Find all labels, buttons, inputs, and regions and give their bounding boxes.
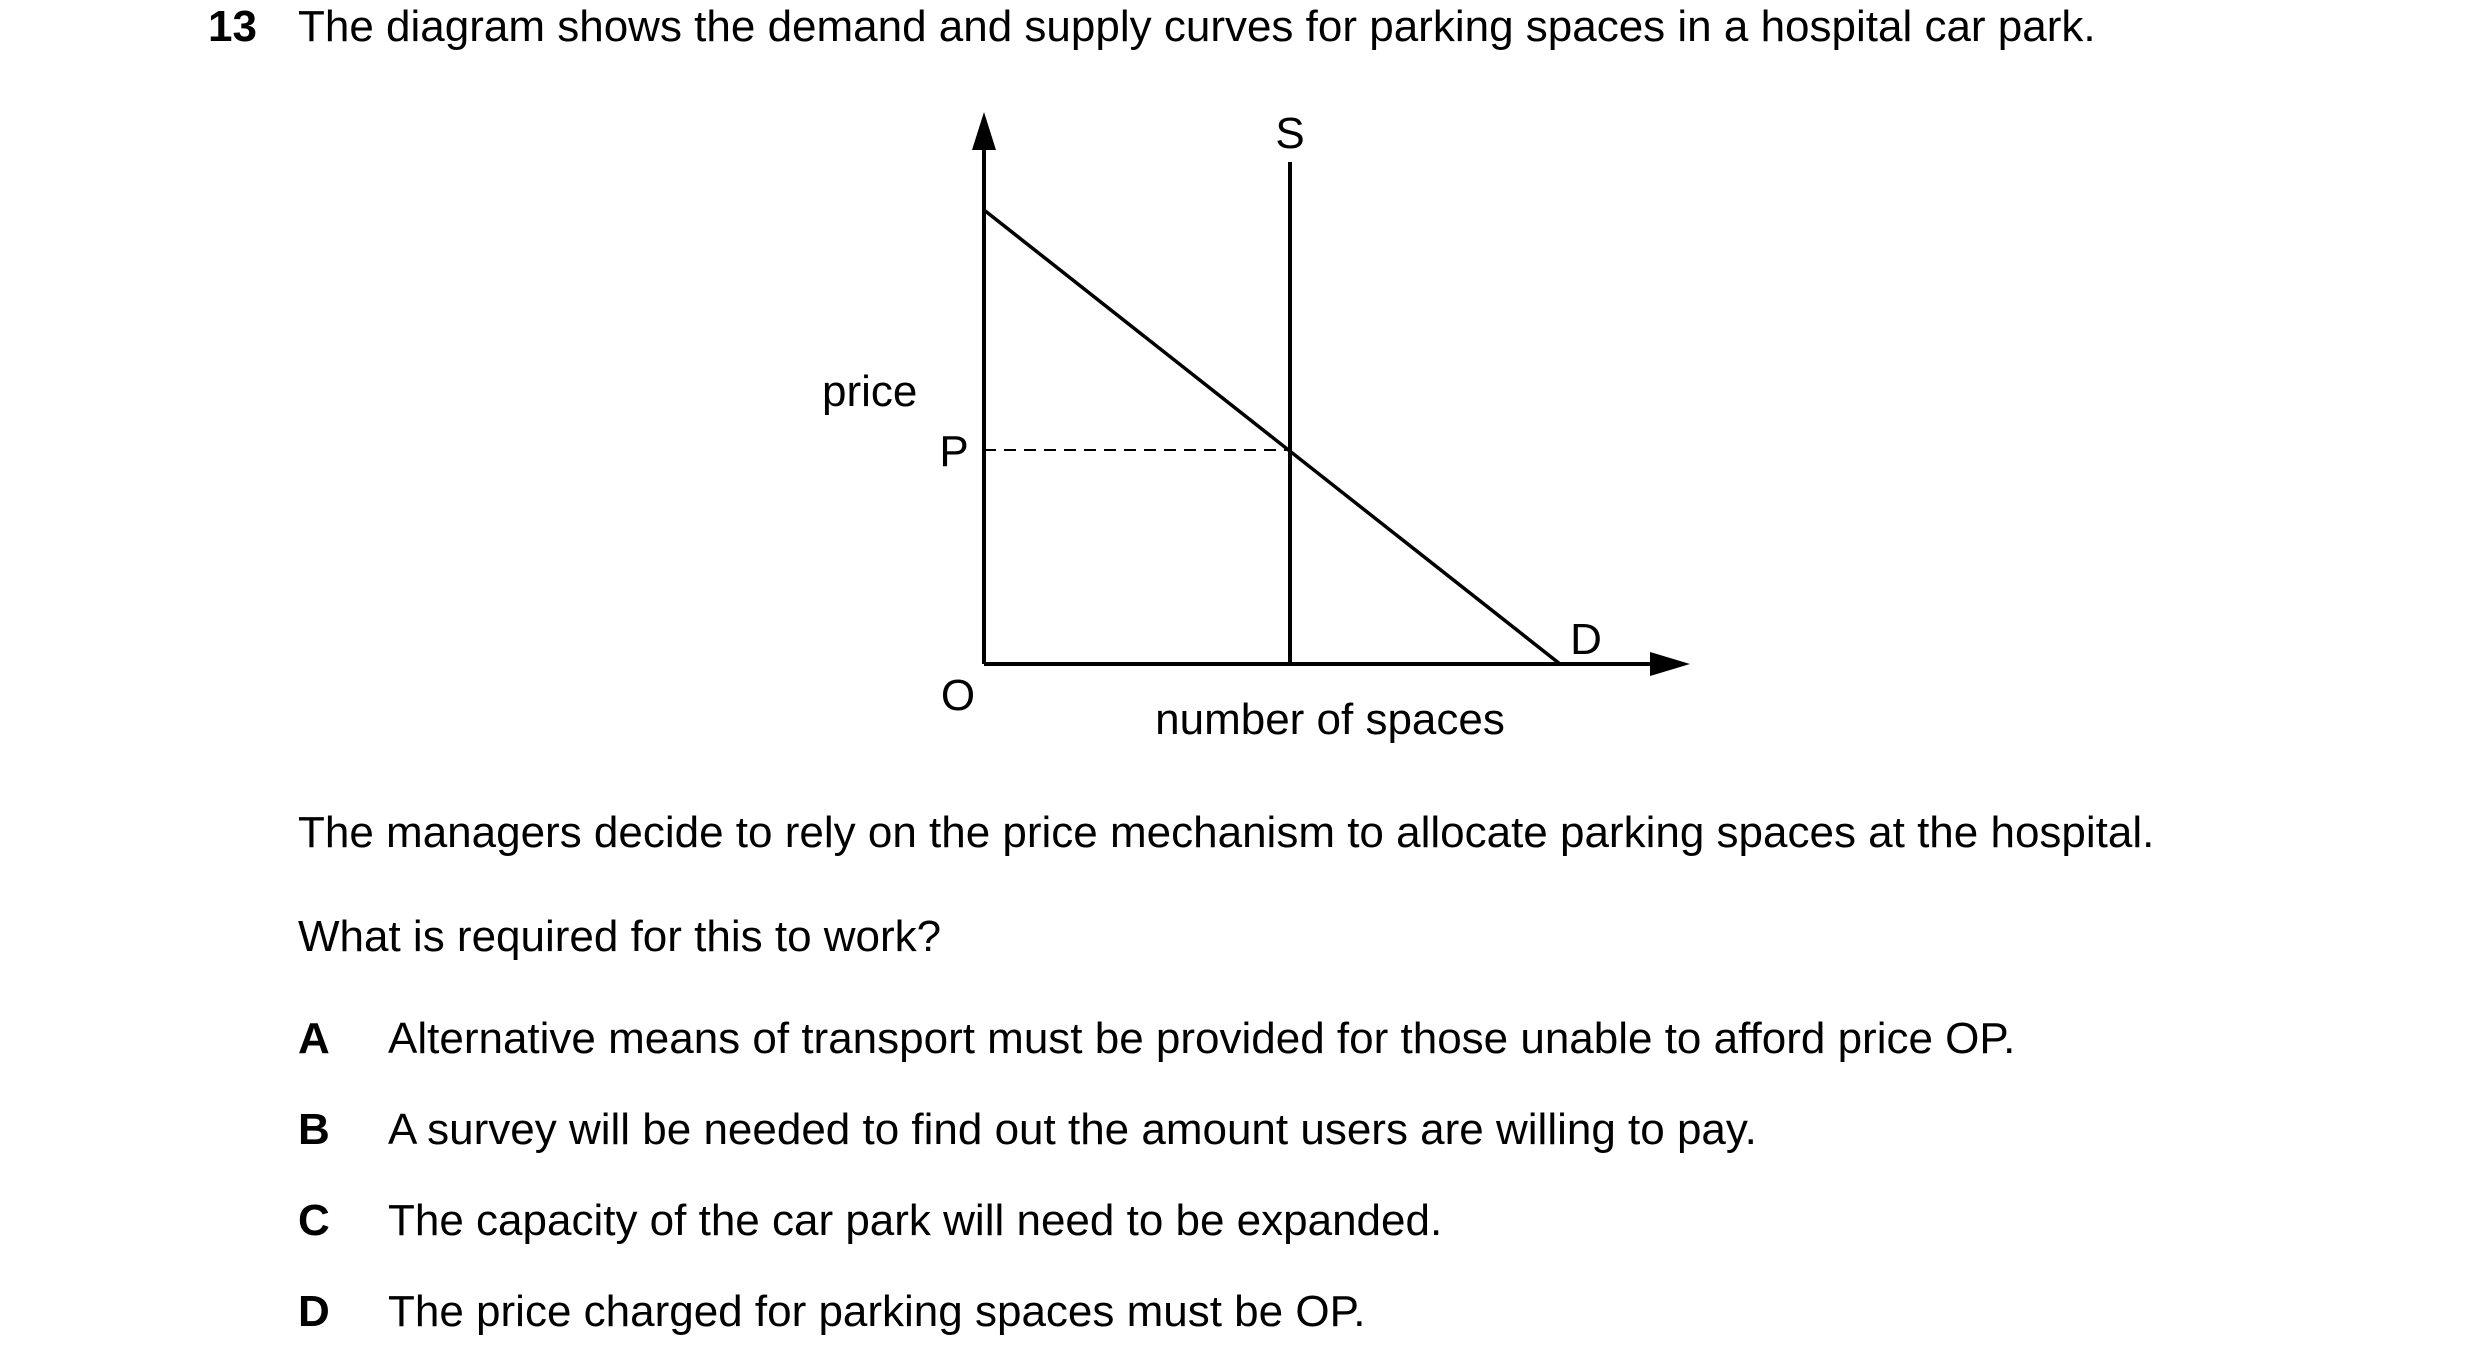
option-a-letter: A — [298, 1014, 330, 1063]
supply-label: S — [1275, 109, 1305, 158]
x-axis-arrow — [1650, 652, 1690, 676]
y-axis-arrow — [972, 112, 996, 150]
demand-curve — [984, 210, 1560, 664]
question-stem: The diagram shows the demand and supply curves for parking spaces in a hospital car park. — [298, 2, 2096, 51]
question-context: The managers decide to rely on the price mechanism to allocate parking spaces at the hospital. — [298, 808, 2155, 857]
x-axis-label: number of spaces — [1155, 695, 1505, 744]
question-prompt: What is required for this to work? — [298, 912, 942, 961]
demand-label: D — [1570, 615, 1602, 664]
option-a-text: Alternative means of transport must be provided for those unable to afford price OP. — [388, 1014, 2016, 1063]
option-b-letter: B — [298, 1105, 330, 1154]
y-axis-label: price — [822, 367, 918, 416]
question-number: 13 — [208, 2, 257, 51]
option-c-letter: C — [298, 1196, 330, 1245]
price-label: P — [939, 427, 969, 476]
option-d-letter: D — [298, 1287, 330, 1336]
option-d-text: The price charged for parking spaces must be OP. — [388, 1287, 1366, 1336]
origin-label: O — [940, 671, 976, 720]
option-c-text: The capacity of the car park will need to be expanded. — [388, 1196, 1443, 1245]
option-b-text: A survey will be needed to find out the amount users are willing to pay. — [388, 1105, 1757, 1154]
